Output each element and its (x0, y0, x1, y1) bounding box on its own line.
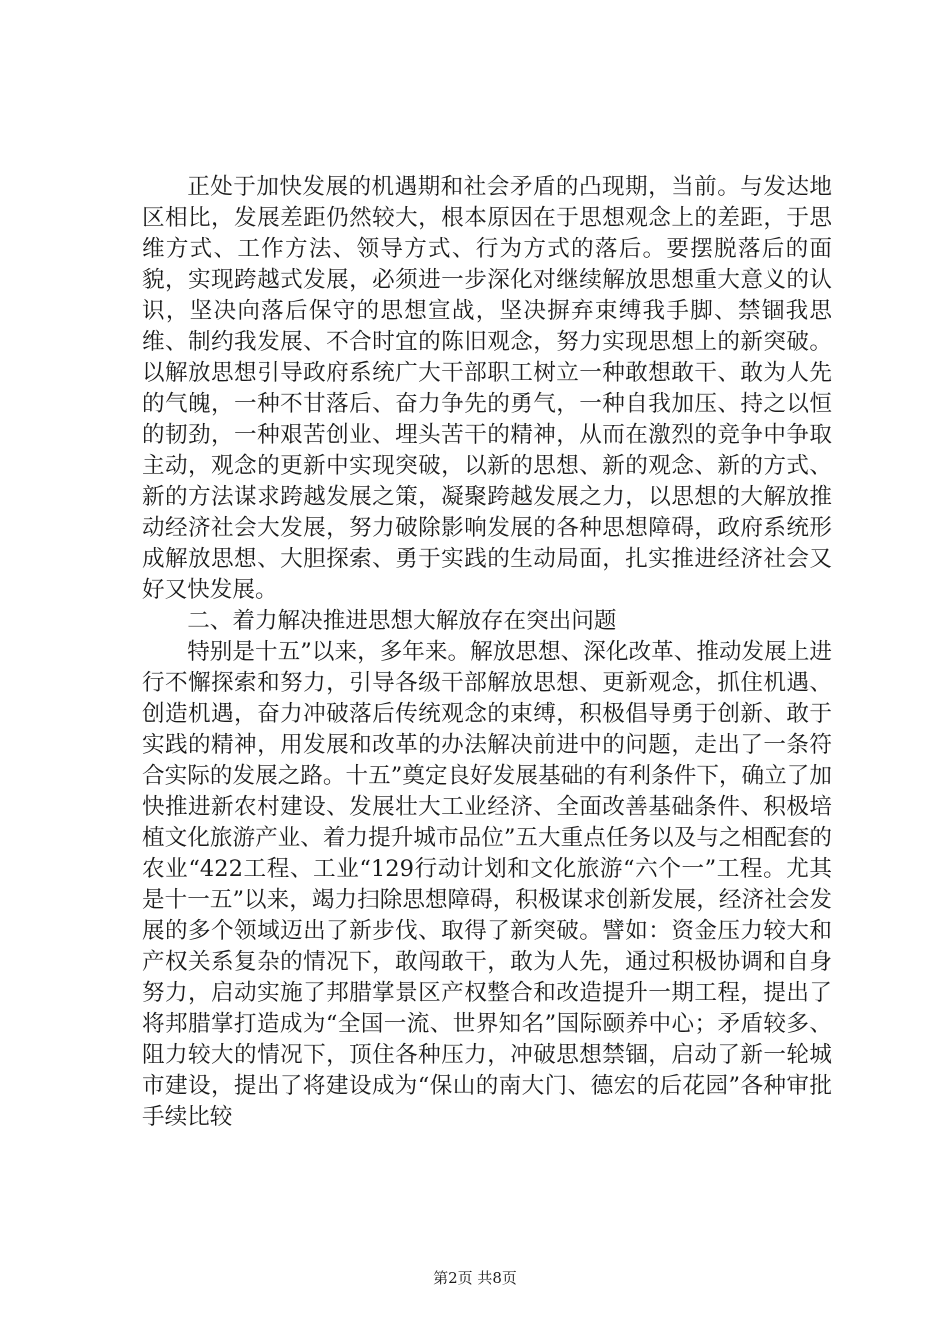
section-heading: 二、着力解决推进思想大解放存在突出问题 (187, 608, 617, 634)
document-body (142, 172, 832, 1133)
page-number-footer: 第2页 共8页 (433, 1269, 517, 1287)
paragraph-1: 正处于加快发展的机遇期和社会矛盾的凸现期，当前。与发达地区相比，发展差距仍然较大，根本原因在于思想观念上的差距，于思维方式、工作方法、领导方式、行为方式的落后。要摆脱落后的面貌，实现跨越式发展，必须进一步深化对继续解放思想重大意义的认识，坚决向落后保守的思想宣战，坚决摒弃束缚我手脚、禁锢我思维、制约我发展、不合时宜的陈旧观念，努力实现思想上的新突破。以解放思想引导政府系统广大干部职工树立一种敢想敢干、敢为人先的气魄，一种不甘落后、奋力争先的勇气，一种自我加压、持之以恒的韧劲，一种艰苦创业、埋头苦干的精神，从而在激烈的竞争中争取主动，观念的更新中实现突破，以新的思想、新的观念、新的方式、新的方法谋求跨越发展之策，凝聚跨越发展之力，以思想的大解放推动经济社会大发展，努力破除影响发展的各种思想障碍，政府系统形成解放思想、大胆探索、勇于实践的生动局面，扎实推进经济社会又好又快发展。 (142, 174, 832, 603)
paragraph-2: 特别是十五”以来，多年来。解放思想、深化改革、推动发展上进行不懈探索和努力，引导各级干部解放思想、更新观念，抓住机遇、创造机遇，奋力冲破落后传统观念的束缚，积极倡导勇于创新、敢于实践的精神，用发展和改革的办法解决前进中的问题，走出了一条符合实际的发展之路。十五”奠定良好发展基础的有利条件下，确立了加快推进新农村建设、发展壮大工业经济、全面改善基础条件、积极培植文化旅游产业、着力提升城市品位”五大重点任务以及与之相配套的农业“422工程、工业“129行动计划和文化旅游“六个一”工程。尤其是十一五”以来，竭力扫除思想障碍，积极谋求创新发展，经济社会发展的多个领域迈出了新步伐、取得了新突破。譬如：资金压力较大和产权关系复杂的情况下，敢闯敢干，敢为人先，通过积极协调和自身努力，启动实施了邦腊掌景区产权整合和改造提升一期工程，提出了将邦腊掌打造成为“全国一流、世界知名”国际颐养中心；矛盾较多、阻力较大的情况下，顶住各种压力，冲破思想禁锢，启动了新一轮城市建设，提出了将建设成为“保山的南大门、德宏的后花园”各种审批手续比较 (142, 639, 832, 1130)
